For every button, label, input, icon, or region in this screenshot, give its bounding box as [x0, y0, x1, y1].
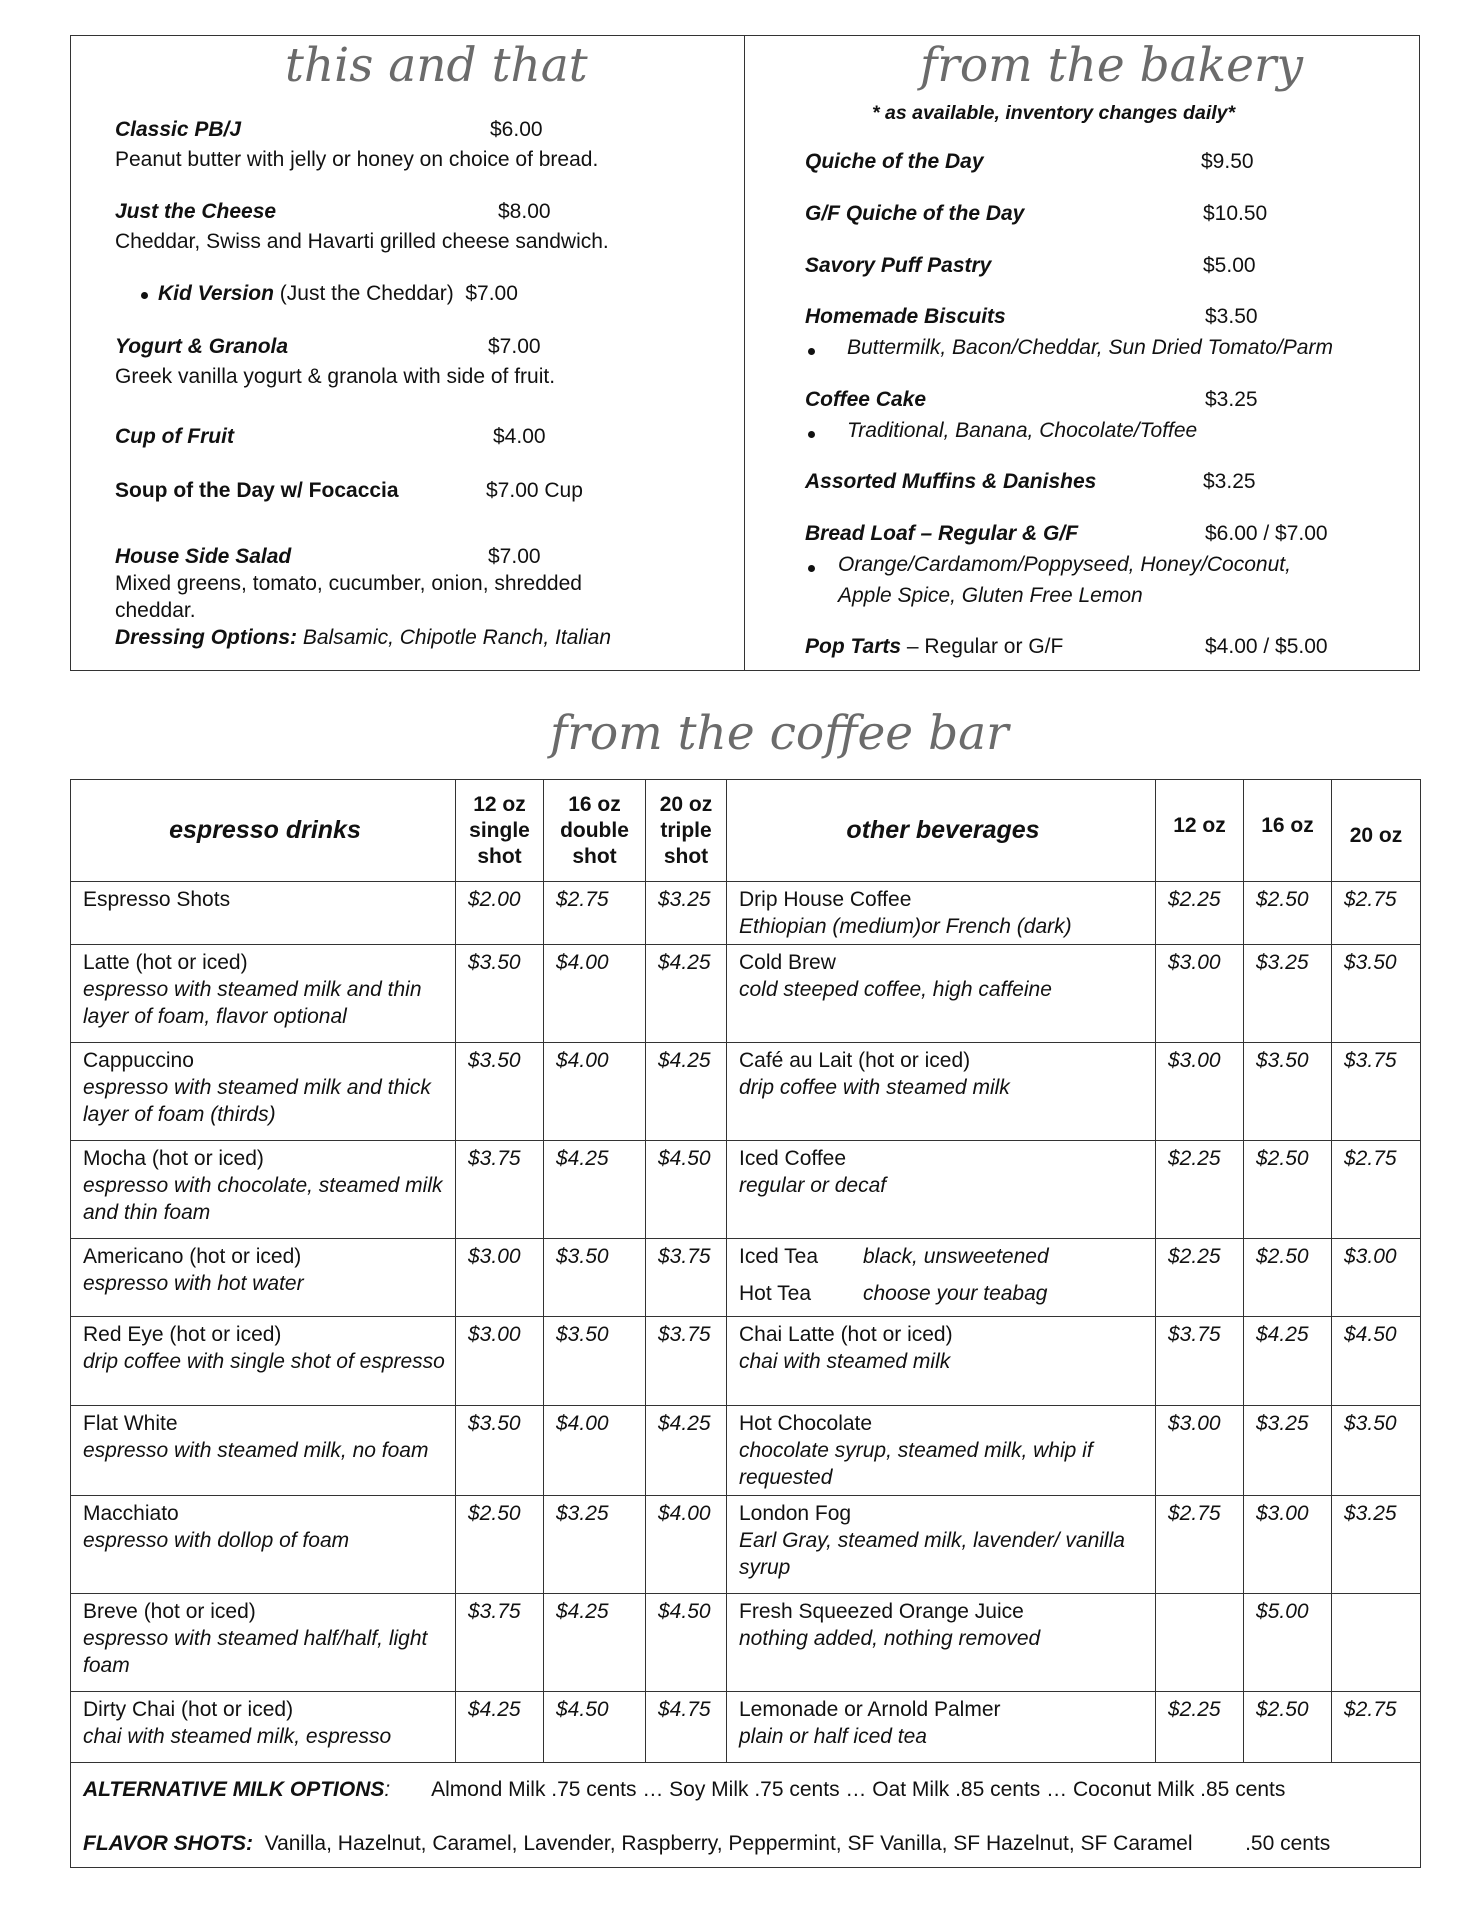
price-cell: $4.50 — [646, 1594, 727, 1692]
espresso-drink-cell — [71, 1141, 456, 1239]
item-varieties: Buttermilk, Bacon/Cheddar, Sun Dried Tomato/Parm — [847, 336, 1333, 359]
price-cell: $3.50 — [1244, 1043, 1332, 1141]
beverage-name: Drip House Coffee — [739, 888, 912, 911]
table-row — [71, 1317, 1421, 1406]
price-cell: $5.00 — [1244, 1594, 1332, 1692]
item-name: Homemade Biscuits — [805, 305, 1006, 328]
item-description: Mixed greens, tomato, cucumber, onion, shredded — [115, 572, 582, 595]
alt-milk-options: ALTERNATIVE MILK OPTIONS: Almond Milk .75 cents … Soy Milk .75 cents … Oat Milk .85 cents … Coconut Milk .85 cents — [83, 1778, 1286, 1801]
price-cell: $3.75 — [1156, 1317, 1244, 1406]
bullet-icon — [808, 565, 815, 572]
beverage-description: choose your teabag — [863, 1282, 1048, 1305]
espresso-drink-cell — [71, 1406, 456, 1496]
beverage-description: black, unsweetened — [863, 1245, 1049, 1268]
drink-description: espresso with steamed milk and thick layer of foam (thirds) — [83, 1076, 431, 1126]
item-suffix: (Just the Cheddar) — [279, 282, 454, 305]
espresso-drink-cell — [71, 1496, 456, 1594]
price-cell: $3.25 — [544, 1496, 646, 1594]
beverage-name: Café au Lait (hot or iced) — [739, 1049, 971, 1072]
item-name: Kid Version — [158, 282, 274, 305]
price-cell: $3.00 — [1156, 1043, 1244, 1141]
price-cell: $3.00 — [456, 1239, 544, 1317]
size-header: 12 oz — [1156, 780, 1244, 882]
size-header: 20 oz triple shot — [646, 780, 727, 882]
price-cell: $3.75 — [456, 1141, 544, 1239]
bullet-icon — [808, 431, 815, 438]
price-cell: $3.25 — [1244, 1406, 1332, 1496]
price-cell: $3.75 — [646, 1239, 727, 1317]
price-cell: $2.75 — [544, 882, 646, 945]
beverage-cell — [727, 1496, 1156, 1594]
column-divider — [744, 36, 745, 670]
drink-description: espresso with hot water — [83, 1272, 304, 1295]
price-cell: $3.75 — [646, 1317, 727, 1406]
drink-name: Cappuccino — [83, 1049, 194, 1072]
drink-name: Breve (hot or iced) — [83, 1600, 256, 1623]
price-cell: $4.50 — [646, 1141, 727, 1239]
item-price: $6.00 / $7.00 — [1205, 522, 1328, 545]
footer-cell — [71, 1763, 1421, 1868]
item-price: $9.50 — [1201, 150, 1254, 173]
price-cell — [1156, 1594, 1244, 1692]
beverage-description: cold steeped coffee, high caffeine — [739, 978, 1052, 1001]
table-header-row — [71, 780, 1421, 882]
table-row — [71, 1141, 1421, 1239]
size-header: 12 oz single shot — [456, 780, 544, 882]
coffee-bar-title: from the coffee bar — [550, 706, 1009, 761]
price-cell: $3.50 — [456, 945, 544, 1043]
price-cell: $4.00 — [544, 1406, 646, 1496]
beverage-cell — [727, 1141, 1156, 1239]
drink-name: Mocha (hot or iced) — [83, 1147, 264, 1170]
price-cell: $2.25 — [1156, 882, 1244, 945]
item-name: G/F Quiche of the Day — [805, 202, 1025, 225]
price-cell: $2.50 — [456, 1496, 544, 1594]
price-cell: $3.50 — [1332, 1406, 1421, 1496]
dressing-label: Dressing Options: — [115, 626, 298, 649]
price-cell: $3.00 — [1156, 1406, 1244, 1496]
item-name: Pop Tarts — [805, 635, 902, 658]
drink-description: espresso with steamed half/half, light foam — [83, 1627, 428, 1677]
price-cell: $3.25 — [1332, 1496, 1421, 1594]
price-cell: $3.50 — [1332, 945, 1421, 1043]
drink-name: Espresso Shots — [83, 888, 231, 911]
price-cell: $3.50 — [544, 1317, 646, 1406]
espresso-drink-cell — [71, 1239, 456, 1317]
beverage-description: Ethiopian (medium)or French (dark) — [739, 915, 1072, 938]
price-cell: $3.75 — [1332, 1043, 1421, 1141]
beverage-name: London Fog — [739, 1502, 852, 1525]
table-row — [71, 1406, 1421, 1496]
price-cell: $3.50 — [544, 1239, 646, 1317]
table-row — [71, 882, 1421, 945]
kid-version-line — [158, 282, 518, 306]
tea-option — [739, 1280, 1147, 1307]
coffee-bar-table — [70, 779, 1421, 1868]
item-price: $3.50 — [1205, 305, 1258, 328]
item-price: $7.00 — [465, 282, 518, 305]
item-price: $6.00 — [490, 118, 543, 141]
beverage-name: Cold Brew — [739, 951, 836, 974]
item-name: Yogurt & Granola — [115, 335, 289, 358]
price-cell: $4.25 — [646, 945, 727, 1043]
beverage-name: Lemonade or Arnold Palmer — [739, 1698, 1001, 1721]
beverage-description: plain or half iced tea — [739, 1725, 927, 1748]
bakery-title: from the bakery — [920, 38, 1303, 93]
price-cell: $2.50 — [1244, 1239, 1332, 1317]
item-price: $7.00 Cup — [486, 479, 583, 502]
beverage-name: Iced Coffee — [739, 1147, 847, 1170]
drink-description: espresso with steamed milk, no foam — [83, 1439, 429, 1462]
item-name: Savory Puff Pastry — [805, 254, 992, 277]
beverage-cell — [727, 1317, 1156, 1406]
item-name: Assorted Muffins & Danishes — [805, 470, 1097, 493]
price-cell: $4.25 — [646, 1043, 727, 1141]
item-varieties: Traditional, Banana, Chocolate/Toffee — [847, 419, 1198, 442]
espresso-drink-cell — [71, 1692, 456, 1763]
price-cell: $4.25 — [456, 1692, 544, 1763]
table-footer-row — [71, 1763, 1421, 1868]
beverage-description: chai with steamed milk — [739, 1350, 951, 1373]
price-cell: $4.25 — [544, 1141, 646, 1239]
price-cell: $4.50 — [1332, 1317, 1421, 1406]
beverage-cell — [727, 1239, 1156, 1317]
table-row — [71, 1594, 1421, 1692]
price-cell: $3.00 — [1332, 1239, 1421, 1317]
drink-name: Red Eye (hot or iced) — [83, 1323, 282, 1346]
drink-name: Latte (hot or iced) — [83, 951, 248, 974]
item-name: Cup of Fruit — [115, 425, 234, 448]
item-name: Quiche of the Day — [805, 150, 984, 173]
table-row — [71, 1692, 1421, 1763]
beverage-name: Fresh Squeezed Orange Juice — [739, 1600, 1024, 1623]
espresso-drink-cell — [71, 1043, 456, 1141]
price-cell: $4.25 — [646, 1406, 727, 1496]
size-header: 20 oz — [1332, 780, 1421, 882]
pop-tarts-line — [805, 635, 1063, 659]
item-name: Classic PB/J — [115, 118, 242, 141]
item-name: Soup of the Day w/ Focaccia — [115, 479, 399, 502]
item-suffix: – Regular or G/F — [906, 635, 1064, 658]
price-cell: $3.25 — [1244, 945, 1332, 1043]
item-price: $8.00 — [498, 200, 551, 223]
price-cell: $2.50 — [1244, 882, 1332, 945]
table-row — [71, 1239, 1421, 1317]
drink-name: Flat White — [83, 1412, 178, 1435]
drink-name: Americano (hot or iced) — [83, 1245, 302, 1268]
beverage-description: Earl Gray, steamed milk, lavender/ vanilla syrup — [739, 1529, 1125, 1579]
price-cell: $4.25 — [1244, 1317, 1332, 1406]
price-cell: $3.00 — [1244, 1496, 1332, 1594]
price-cell: $2.00 — [456, 882, 544, 945]
price-cell: $2.25 — [1156, 1141, 1244, 1239]
price-cell: $3.75 — [456, 1594, 544, 1692]
item-description: cheddar. — [115, 599, 196, 622]
price-cell: $3.50 — [456, 1406, 544, 1496]
drink-description: espresso with dollop of foam — [83, 1529, 350, 1552]
beverage-cell — [727, 1692, 1156, 1763]
beverage-description: regular or decaf — [739, 1174, 887, 1197]
price-cell: $2.25 — [1156, 1692, 1244, 1763]
price-cell: $4.50 — [544, 1692, 646, 1763]
beverage-description: drip coffee with steamed milk — [739, 1076, 1010, 1099]
item-name: Just the Cheese — [115, 200, 277, 223]
table-row — [71, 945, 1421, 1043]
beverage-description: chocolate syrup, steamed milk, whip if requested — [739, 1439, 1093, 1489]
espresso-drinks-header: espresso drinks — [71, 780, 456, 882]
beverage-name: Chai Latte (hot or iced) — [739, 1323, 953, 1346]
item-varieties: Orange/Cardamom/Poppyseed, Honey/Coconut, — [838, 553, 1291, 576]
bullet-icon — [808, 348, 815, 355]
price-cell: $3.25 — [646, 882, 727, 945]
espresso-drink-cell — [71, 1594, 456, 1692]
espresso-drink-cell — [71, 1317, 456, 1406]
espresso-drink-cell — [71, 945, 456, 1043]
dressing-options — [115, 626, 611, 650]
this-and-that-title: this and that — [285, 38, 588, 93]
item-name: House Side Salad — [115, 545, 292, 568]
price-cell: $2.75 — [1332, 882, 1421, 945]
price-cell — [1332, 1594, 1421, 1692]
item-price: $3.25 — [1205, 388, 1258, 411]
beverage-name: Hot Tea — [739, 1282, 811, 1305]
price-cell: $4.00 — [646, 1496, 727, 1594]
price-cell: $3.50 — [456, 1043, 544, 1141]
beverage-name: Iced Tea — [739, 1245, 819, 1268]
item-description: Greek vanilla yogurt & granola with side of fruit. — [115, 365, 556, 388]
table-row — [71, 1043, 1421, 1141]
flavor-shots: FLAVOR SHOTS: Vanilla, Hazelnut, Caramel, Lavender, Raspberry, Peppermint, SF Vanilla, SF Hazelnut, SF Caramel .50 cents — [83, 1832, 1331, 1855]
price-cell: $4.75 — [646, 1692, 727, 1763]
beverage-cell — [727, 945, 1156, 1043]
bakery-subtitle: * as available, inventory changes daily* — [872, 102, 1236, 124]
table-row — [71, 1496, 1421, 1594]
price-cell: $4.25 — [544, 1594, 646, 1692]
tea-option — [739, 1243, 1147, 1270]
price-cell: $2.50 — [1244, 1141, 1332, 1239]
price-cell: $3.00 — [1156, 945, 1244, 1043]
price-cell: $2.50 — [1244, 1692, 1332, 1763]
drink-name: Macchiato — [83, 1502, 179, 1525]
item-price: $3.25 — [1203, 470, 1256, 493]
item-price: $7.00 — [488, 545, 541, 568]
dressing-list: Balsamic, Chipotle Ranch, Italian — [302, 626, 612, 649]
item-price: $5.00 — [1203, 254, 1256, 277]
drink-description: espresso with chocolate, steamed milk and thin foam — [83, 1174, 443, 1224]
price-cell: $2.75 — [1332, 1141, 1421, 1239]
item-description: Peanut butter with jelly or honey on choice of bread. — [115, 148, 599, 171]
bullet-icon — [141, 292, 148, 299]
item-description: Cheddar, Swiss and Havarti grilled cheese sandwich. — [115, 230, 609, 253]
price-cell: $2.75 — [1156, 1496, 1244, 1594]
other-beverages-header: other beverages — [727, 780, 1156, 882]
beverage-cell — [727, 1043, 1156, 1141]
price-cell: $3.00 — [456, 1317, 544, 1406]
beverage-description: nothing added, nothing removed — [739, 1627, 1041, 1650]
size-header: 16 oz — [1244, 780, 1332, 882]
drink-name: Dirty Chai (hot or iced) — [83, 1698, 294, 1721]
item-varieties: Apple Spice, Gluten Free Lemon — [838, 584, 1143, 607]
drink-description: chai with steamed milk, espresso — [83, 1725, 392, 1748]
price-cell: $4.00 — [544, 945, 646, 1043]
price-cell: $2.75 — [1332, 1692, 1421, 1763]
price-cell: $2.25 — [1156, 1239, 1244, 1317]
beverage-cell — [727, 1406, 1156, 1496]
item-name: Coffee Cake — [805, 388, 926, 411]
beverage-cell — [727, 882, 1156, 945]
item-price: $10.50 — [1203, 202, 1268, 225]
item-price: $4.00 — [493, 425, 546, 448]
beverage-name: Hot Chocolate — [739, 1412, 873, 1435]
item-price: $4.00 / $5.00 — [1205, 635, 1328, 658]
drink-description: espresso with steamed milk and thin layer of foam, flavor optional — [83, 978, 422, 1028]
beverage-cell — [727, 1594, 1156, 1692]
drink-description: drip coffee with single shot of espresso — [83, 1350, 445, 1373]
espresso-drink-cell — [71, 882, 456, 945]
item-price: $7.00 — [488, 335, 541, 358]
size-header: 16 oz double shot — [544, 780, 646, 882]
price-cell: $4.00 — [544, 1043, 646, 1141]
item-name: Bread Loaf – Regular & G/F — [805, 522, 1079, 545]
